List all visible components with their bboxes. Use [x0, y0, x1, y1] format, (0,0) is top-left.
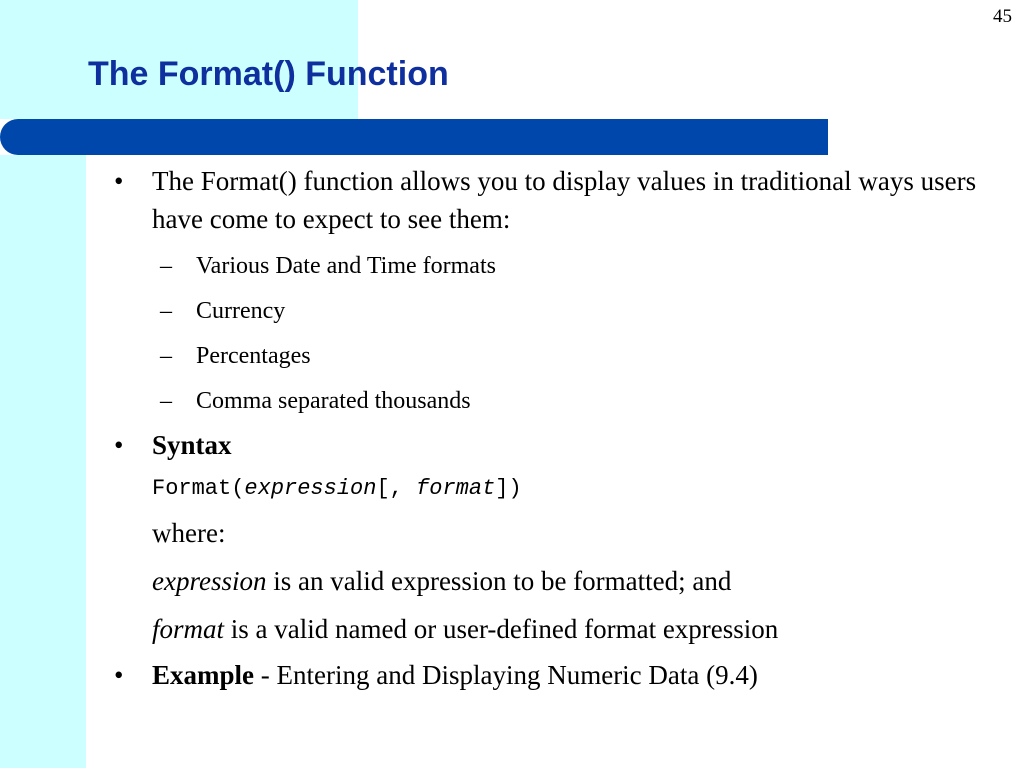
format-item [112, 249, 992, 283]
bullet-syntax [112, 426, 992, 464]
code-prefix: Format( [152, 476, 245, 501]
code-param-format: format [416, 476, 496, 501]
bullet-dot-icon: • [114, 166, 124, 196]
example-text: - Entering and Displaying Numeric Data (9.4) [254, 660, 758, 690]
bullet-example [112, 656, 992, 694]
left-decor-strip [0, 155, 86, 768]
bullet-intro [112, 162, 992, 238]
format-item-label: Currency [196, 298, 286, 324]
bullet-dot-icon: • [114, 430, 124, 460]
format-item-label: Various Date and Time formats [196, 253, 496, 279]
code-param-expression: expression [244, 476, 377, 501]
title-underline-bar [0, 119, 828, 155]
expression-term: expression [152, 566, 267, 596]
dash-icon: – [160, 253, 172, 279]
syntax-code [112, 474, 992, 504]
where-label: where: [152, 518, 226, 548]
format-item [112, 384, 992, 418]
code-suffix: ]) [495, 476, 522, 501]
format-definition [112, 610, 992, 648]
expression-definition [112, 562, 992, 600]
slide-title: The Format() Function [88, 55, 449, 93]
syntax-heading: Syntax [152, 430, 232, 460]
intro-text: The Format() function allows you to display values in traditional ways users have come to expect to see them: [152, 166, 977, 234]
format-item-label: Percentages [196, 343, 311, 369]
format-term: format [152, 614, 225, 644]
format-item [112, 339, 992, 373]
format-desc: is a valid named or user-defined format expression [224, 614, 779, 644]
dash-icon: – [160, 298, 172, 324]
slide-body [112, 162, 992, 694]
example-label: Example [152, 660, 255, 690]
dash-icon: – [160, 343, 172, 369]
format-item-label: Comma separated thousands [196, 388, 471, 414]
slide-number: 45 [993, 6, 1012, 27]
format-item [112, 294, 992, 328]
bullet-dot-icon: • [114, 660, 124, 690]
dash-icon: – [160, 388, 172, 414]
code-separator: [, [376, 476, 417, 501]
expression-desc: is an valid expression to be formatted; and [266, 566, 732, 596]
